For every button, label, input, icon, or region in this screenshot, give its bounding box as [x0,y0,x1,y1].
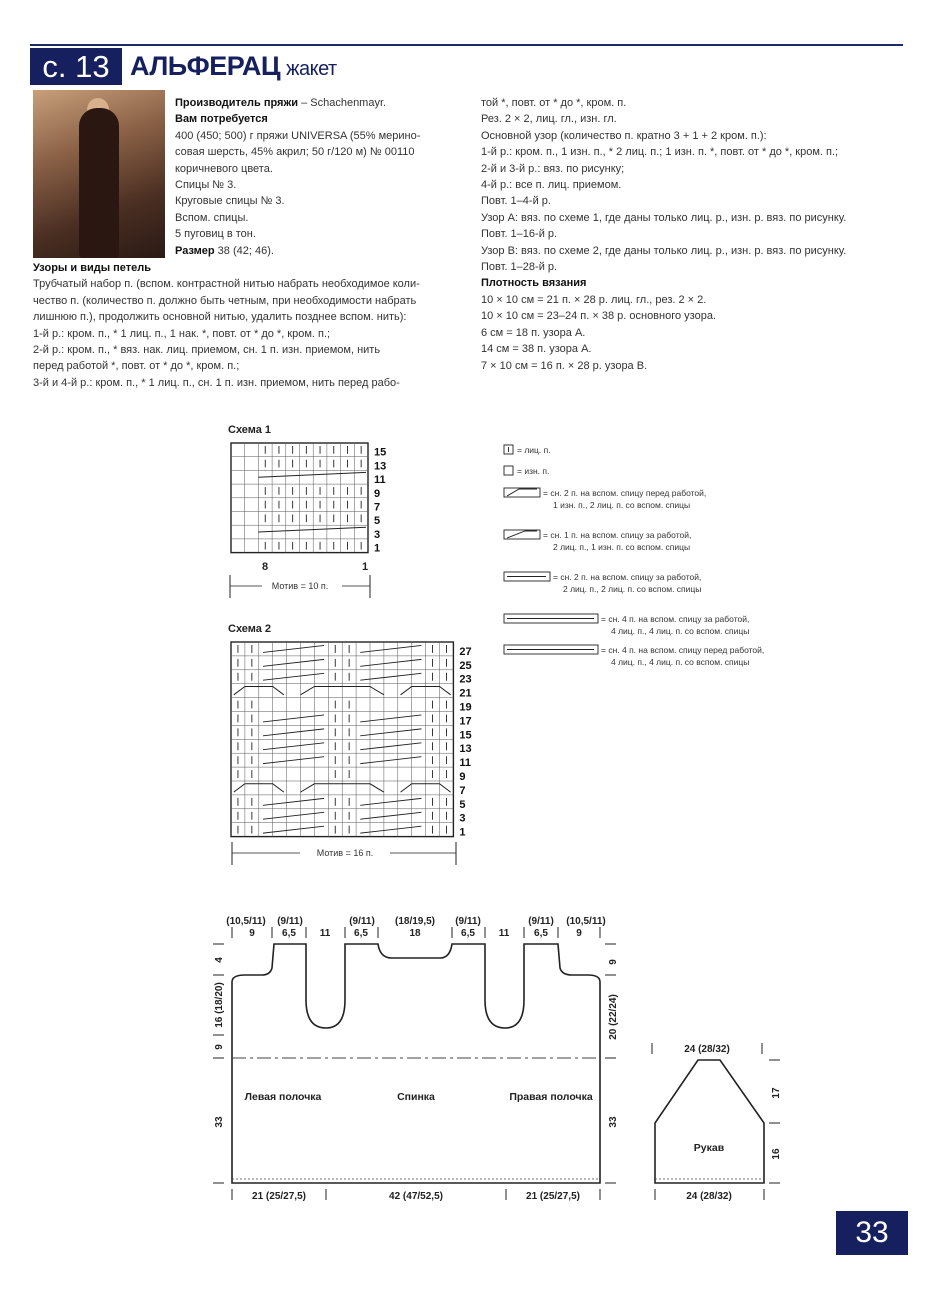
right-dims [608,959,619,1128]
chart-row-label: 7 [374,501,381,514]
top-size: (9/11) [455,916,481,927]
top-dim: 9 [249,928,255,939]
materials-line: Спицы № 3. [175,179,237,192]
top-size: (9/11) [277,916,303,927]
gauge-heading: Плотность вязания [481,277,587,290]
materials-heading: Вам потребуется [175,113,268,126]
chart-row-label: 3 [374,528,381,541]
scheme1-title: Схема 1 [228,424,272,436]
scheme2-title: Схема 2 [228,623,272,635]
sleeve-right-dim: 17 [771,1087,782,1099]
chart-row-label: 3 [459,812,466,825]
instr-line: Повт. 1–4-й р. [481,195,551,208]
legend-cable1: = сн. 2 п. на вспом. спицу перед работой, 1 изн. п., 2 лиц. п. со вспом. спицы [543,488,707,510]
legend-purl: = изн. п. [517,466,550,476]
left-dim: 4 [214,957,225,963]
top-size: (9/11) [349,916,375,927]
materials-line: совая шерсть, 45% акрил; 50 г/120 м) № 00110 [175,146,415,159]
chart-row-label: 13 [459,743,472,756]
page-ref-badge: с. 13 [30,48,122,85]
materials-line: 400 (450; 500) г пряжи UNIVERSA (55% мерино- [175,129,421,142]
pattern-line: 2-й р.: кром. п., * вяз. нак. лиц. приемом, сн. 1 п. изн. приемом, нить [33,344,381,357]
materials-line: 5 пуговиц в тон. [175,228,256,241]
legend-cable4: = сн. 4 п. на вспом. спицу за работой, 4 лиц. п., 4 лиц. п. со вспом. спицы [601,614,750,636]
pattern-line: 1-й р.: кром. п., * 1 лиц. п., 1 нак. *, повт. от * до *, кром. п.; [33,327,331,340]
right-dim-ticks [605,944,616,1183]
gauge-line: 10 × 10 см = 23–24 п. × 38 р. основного узора. [481,310,716,323]
left-dim: 33 [214,1116,225,1128]
pattern-line: чество п. (количество п. должно быть четным, при необходимости набрать [33,294,417,307]
top-dim: 6,5 [534,928,548,939]
legend-cable3: = сн. 2 п. на вспом. спицу за работой, 2 лиц. п., 2 лиц. п. со вспом. спицы [553,572,702,594]
bottom-dim: 21 (25/27,5) [526,1191,580,1202]
gauge-line: 10 × 10 см = 21 п. × 28 р. лиц. гл., рез. 2 × 2. [481,293,707,306]
chart-row-label: 1 [374,542,381,555]
top-size: (10,5/11) [566,916,606,927]
top-dim: 11 [319,928,331,939]
materials-line: коричневого цвета. [175,162,273,175]
chart-row-label: 9 [374,487,381,500]
materials-line: Вспом. спицы. [175,211,249,224]
top-dim: 9 [576,928,582,939]
scheme2-motif: Мотив = 16 п. [316,848,374,858]
legend-cable5: = сн. 4 п. на вспом. спицу перед работой, 4 лиц. п., 4 лиц. п. со вспом. спицы [601,645,765,667]
bottom-dim-ticks [232,1189,764,1200]
instr-line: Рез. 2 × 2, лиц. гл., изн. гл. [481,113,617,126]
top-sizes [226,916,605,927]
scheme1-stitch-right: 1 [362,561,369,573]
top-dim: 18 [409,928,421,939]
scheme1-stitch-left: 8 [262,561,269,573]
patterns-heading: Узоры и виды петель [33,262,152,274]
chart-row-label: 5 [459,798,466,811]
pattern-line: Трубчатый набор п. (вспом. контрастной нитью набрать необходимое коли- [33,278,420,291]
pattern-line: 3-й и 4-й р.: кром. п., * 1 лиц. п., сн. 1 п. изн. приемом, нить перед рабо- [33,376,400,389]
top-size: (10,5/11) [226,916,266,927]
bottom-dims [252,1191,580,1202]
right-dim: 20 (22/24) [608,994,619,1040]
instr-line: Основной узор (количество п. кратно 3 + 1 + 2 кром. п.): [481,129,767,142]
yarn-maker: Производитель пряжи – Schachenmayr. [175,97,387,109]
pattern-line: лишнюю п.), продолжить основной нитью, удалить позднее вспом. нить): [33,311,407,324]
sleeve-label: Рукав [693,1142,725,1154]
top-size: (9/11) [528,916,554,927]
instr-line: Узор В: вяз. по схеме 2, где даны только лиц. р., изн. р. вяз. по рисунку. [481,244,847,257]
top-size: (18/19,5) [394,916,436,927]
sleeve-shape [655,1060,764,1183]
body-shape [232,944,600,1183]
title-subtitle: жакет [286,58,337,80]
chart-row-label: 25 [459,659,472,672]
legend-cable2: = сн. 1 п. на вспом. спицу за работой, 2 лиц. п., 1 изн. п. со вспом. спицы [543,530,692,552]
left-dim-ticks [213,944,224,1183]
left-dims [214,957,225,1128]
bottom-dim: 42 (47/52,5) [389,1191,443,1202]
left-dim: 16 (18/20) [214,982,225,1028]
chart-row-label: 13 [374,460,387,473]
sleeve-dims [684,1044,782,1202]
back-label: Спинка [397,1091,435,1103]
right-dim: 9 [608,959,619,965]
body-outline [232,944,600,1183]
instr-line: 2-й и 3-й р.: вяз. по рисунку; [481,162,625,175]
sleeve-top-dim: 24 (28/32) [684,1044,730,1055]
gauge-line: 7 × 10 см = 16 п. × 28 р. узора В. [481,359,648,372]
chart-row-label: 19 [459,701,472,714]
sleeve-dim-ticks [652,1043,780,1183]
legend-purl-symbol [504,466,513,475]
scheme1-motif: Мотив = 10 п. [271,581,329,591]
gauge-line: 14 см = 38 п. узора А. [481,343,592,356]
title-main: АЛЬФЕРАЦ [130,51,281,81]
scheme2-grid [231,642,472,839]
chart-row-label: 7 [459,784,466,797]
right-front-label: Правая полочка [509,1091,593,1103]
sleeve-right-dim: 16 [771,1148,782,1160]
size-line: Размер 38 (42; 46). [175,244,274,257]
chart-row-label: 15 [374,446,387,459]
chart-row-label: 15 [459,729,472,742]
right-dim: 33 [608,1116,619,1128]
left-dim: 9 [214,1044,225,1050]
gauge-line: 6 см = 18 п. узора А. [481,326,586,339]
instr-line: 1-й р.: кром. п., 1 изн. п., * 2 лиц. п.; 1 изн. п. *, повт. от * до *, кром. п.; [481,146,839,159]
instr-line: Повт. 1–28-й р. [481,261,558,274]
scheme1-grid [231,443,386,555]
bottom-dim: 21 (25/27,5) [252,1191,306,1202]
left-front-label: Левая полочка [244,1091,322,1103]
chart-row-label: 11 [459,757,472,770]
chart-row-label: 27 [459,645,472,658]
legend-knit: = лиц. п. [517,445,551,455]
top-dim: 6,5 [354,928,368,939]
instr-line: Повт. 1–16-й р. [481,228,558,241]
top-dim: 6,5 [461,928,475,939]
pattern-line: перед работой *, повт. от * до *, кром. п.; [33,360,240,373]
chart-row-label: 17 [459,715,472,728]
sleeve-bottom-dim: 24 (28/32) [686,1191,732,1202]
chart-row-label: 5 [374,515,381,528]
instr-line: той *, повт. от * до *, кром. п. [481,97,627,109]
instr-line: 4-й р.: все п. лиц. приемом. [481,179,622,192]
top-dim: 11 [498,928,510,939]
materials-line: Круговые спицы № 3. [175,195,285,208]
chart-row-label: 23 [459,673,472,686]
instr-line: Узор А: вяз. по схеме 1, где даны только лиц. р., изн. р. вяз. по рисунку. [481,211,847,224]
chart-row-label: 11 [374,474,386,487]
chart-row-label: 21 [459,687,472,700]
top-dim: 6,5 [282,928,296,939]
chart-row-label: 9 [459,771,466,783]
page-number: 33 [836,1211,908,1255]
piece-labels [245,1091,725,1154]
top-dims [249,928,582,939]
chart-row-label: 1 [459,826,466,839]
